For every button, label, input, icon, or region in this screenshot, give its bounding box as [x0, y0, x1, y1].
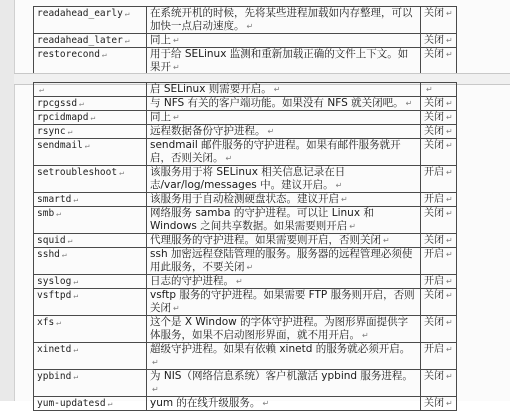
cell-name — [34, 248, 147, 275]
paragraph-mark-icon: ↵ — [119, 168, 124, 177]
cell-status — [421, 234, 457, 248]
paragraph-mark-icon: ↵ — [446, 9, 453, 18]
paragraph-mark-icon: ↵ — [84, 141, 90, 150]
cell-status-text: 关闭 — [424, 317, 444, 328]
services-table-top — [33, 6, 457, 75]
cell-status — [421, 166, 457, 193]
cell-desc — [147, 83, 421, 97]
cell-status-text: 关闭 — [424, 98, 444, 109]
paragraph-mark-icon: ↵ — [73, 277, 79, 286]
paragraph-mark-icon: ↵ — [426, 85, 433, 94]
cell-name — [34, 7, 147, 34]
cell-status-text: 关闭 — [424, 235, 444, 246]
cell-name — [34, 397, 147, 411]
cell-desc-text: 用于给 SELinux 监测和重新加载正确的文件上下文。如果开 — [150, 48, 409, 73]
cell-desc — [147, 397, 421, 411]
cell-desc — [147, 248, 421, 275]
cell-desc-text: vsftp 服务的守护进程。如果需要 FTP 服务则开启，否则关闭 — [150, 289, 415, 314]
cell-name-text: smb — [37, 208, 55, 219]
paragraph-mark-icon: ↵ — [273, 85, 281, 94]
cell-name — [34, 343, 147, 370]
table-body-top — [34, 7, 457, 75]
left-margin — [0, 0, 15, 401]
cell-desc-text: sendmail 邮件服务的守护进程。如果有邮件服务就开启，否则关闭。 — [150, 139, 401, 164]
cell-status — [421, 7, 457, 34]
paragraph-mark-icon: ↵ — [446, 209, 453, 218]
cell-desc — [147, 48, 421, 75]
cell-status-text: 关闭 — [424, 126, 444, 137]
cell-status — [421, 370, 457, 397]
table-row — [34, 207, 457, 234]
cell-name-text: sshd — [37, 249, 60, 260]
paragraph-mark-icon: ↵ — [236, 277, 243, 286]
paragraph-mark-icon: ↵ — [446, 141, 453, 150]
cell-desc-text: 该服务用于自动检测硬盘状态。建议开启 — [150, 193, 339, 205]
cell-status-text: 关闭 — [424, 140, 444, 151]
cell-status-text: 关闭 — [424, 208, 444, 219]
paragraph-mark-icon: ↵ — [225, 154, 233, 163]
cell-desc-text: 启 SELinux 则需要开启。 — [150, 83, 272, 95]
cell-desc — [147, 111, 421, 125]
cell-desc — [147, 316, 421, 343]
paragraph-mark-icon: ↵ — [39, 85, 44, 94]
cell-name-text: smartd — [37, 194, 72, 205]
cell-desc-text: 网络服务 samba 的守护进程。可以让 Linux 和 Windows 之间共享数据。如果需要则开启 — [150, 207, 374, 232]
cell-desc — [147, 207, 421, 234]
paragraph-mark-icon: ↵ — [173, 36, 180, 45]
table-body-bottom — [34, 83, 457, 411]
cell-desc-text: 这个是 X Window 的字体守护进程。为图形界面提供字体服务，如果不启动图形界面，就不用开启。 — [150, 316, 409, 341]
cell-name-text: ypbind — [37, 371, 72, 382]
paragraph-mark-icon: ↵ — [446, 318, 453, 327]
paragraph-mark-icon: ↵ — [101, 50, 107, 59]
paragraph-mark-icon: ↵ — [383, 236, 390, 245]
paragraph-mark-icon: ↵ — [152, 358, 159, 367]
cell-name-text: syslog — [37, 276, 72, 287]
paragraph-mark-icon: ↵ — [341, 195, 348, 204]
paragraph-mark-icon: ↵ — [173, 63, 180, 72]
cell-desc — [147, 166, 421, 193]
paragraph-mark-icon: ↵ — [446, 127, 453, 136]
cell-desc-text: 为 NIS（网络信息系统）客户机激活 ypbind 服务进程。 — [150, 370, 413, 382]
cell-status-text: 开启 — [424, 194, 444, 205]
table-row — [34, 34, 457, 48]
cell-name — [34, 234, 147, 248]
paragraph-mark-icon: ↵ — [446, 372, 453, 381]
table-row — [34, 193, 457, 207]
cell-name-text: readahead_early — [37, 8, 123, 19]
cell-status-text: 开启 — [424, 344, 444, 355]
cell-name — [34, 111, 147, 125]
table-row — [34, 7, 457, 34]
cell-name — [34, 97, 147, 111]
cell-desc — [147, 7, 421, 34]
paragraph-mark-icon: ↵ — [262, 399, 270, 408]
cell-status-text: 开启 — [424, 167, 444, 178]
cell-status-text: 关闭 — [424, 371, 444, 382]
cell-status — [421, 34, 457, 48]
cell-status — [421, 207, 457, 234]
paragraph-mark-icon: ↵ — [335, 181, 343, 190]
cell-name-text: restorecond — [37, 49, 100, 60]
cell-name-text: rpcidmapd — [37, 112, 89, 123]
cell-desc-text: 同上 — [150, 34, 171, 46]
table-row — [34, 275, 457, 289]
cell-name-text: squid — [37, 235, 66, 246]
cell-status — [421, 48, 457, 75]
paragraph-mark-icon: ↵ — [73, 291, 79, 300]
cell-name — [34, 316, 147, 343]
cell-name — [34, 139, 147, 166]
cell-desc — [147, 275, 421, 289]
table-row — [34, 125, 457, 139]
cell-desc — [147, 34, 421, 48]
paragraph-mark-icon: ↵ — [446, 345, 453, 354]
cell-status — [421, 248, 457, 275]
paragraph-mark-icon: ↵ — [446, 236, 453, 245]
cell-name — [34, 48, 147, 75]
paragraph-mark-icon: ↵ — [173, 304, 180, 313]
cell-name-text: xfs — [37, 317, 55, 328]
table-row — [34, 289, 457, 316]
cell-status-text: 开启 — [424, 276, 444, 287]
paragraph-mark-icon: ↵ — [124, 36, 130, 45]
paragraph-mark-icon: ↵ — [73, 195, 79, 204]
cell-name — [34, 125, 147, 139]
cell-desc-text: 日志的守护进程。 — [150, 275, 234, 287]
cell-name-text: sendmail — [37, 140, 83, 151]
paragraph-mark-icon: ↵ — [405, 99, 413, 108]
cell-status-text: 关闭 — [424, 8, 444, 19]
paragraph-mark-icon: ↵ — [73, 345, 79, 354]
cell-desc-text: 在系统开机的时候，先将某些进程加载如内存整理，可以加快一点启动速度。 — [150, 7, 413, 32]
paragraph-mark-icon: ↵ — [73, 372, 79, 381]
cell-desc-text: 超级守护进程。如果有依赖 xinetd 的服务就必须开启。 — [150, 343, 411, 355]
table-row — [34, 48, 457, 75]
cell-status-text: 关闭 — [424, 35, 444, 46]
paragraph-mark-icon: ↵ — [90, 113, 96, 122]
cell-desc — [147, 289, 421, 316]
table-row — [34, 139, 457, 166]
cell-desc — [147, 125, 421, 139]
cell-desc-text: 与 NFS 有关的客户端功能。如果没有 NFS 就关闭吧。 — [150, 97, 404, 109]
paragraph-mark-icon: ↵ — [362, 331, 369, 340]
cell-name — [34, 166, 147, 193]
cell-desc-text: yum 的在线升级服务。 — [150, 397, 261, 409]
paragraph-mark-icon: ↵ — [107, 399, 113, 408]
cell-status — [421, 111, 457, 125]
paragraph-mark-icon: ↵ — [246, 263, 254, 272]
paragraph-mark-icon: ↵ — [56, 209, 61, 218]
cell-status — [421, 289, 457, 316]
cell-status — [421, 139, 457, 166]
paragraph-mark-icon: ↵ — [446, 195, 453, 204]
paragraph-mark-icon: ↵ — [173, 113, 180, 122]
cell-status-text: 关闭 — [424, 112, 444, 123]
cell-name-text: yum-updatesd — [37, 398, 106, 409]
cell-desc-text: 远程数据备份守护进程。 — [150, 125, 266, 137]
cell-status — [421, 125, 457, 139]
paragraph-mark-icon: ↵ — [446, 399, 453, 408]
cell-status-text: 关闭 — [424, 290, 444, 301]
paragraph-mark-icon: ↵ — [446, 291, 453, 300]
paragraph-mark-icon: ↵ — [446, 50, 453, 59]
cell-desc — [147, 370, 421, 397]
services-table-bottom — [33, 82, 457, 411]
cell-status — [421, 193, 457, 207]
paragraph-mark-icon: ↵ — [446, 277, 453, 286]
cell-desc — [147, 343, 421, 370]
table-row — [34, 343, 457, 370]
paragraph-mark-icon: ↵ — [446, 113, 453, 122]
cell-desc-text: ssh 加密远程登陆管理的服务。服务器的远程管理必须使用此服务，不要关闭 — [150, 248, 413, 273]
cell-desc — [147, 97, 421, 111]
cell-name-text: readahead_later — [37, 35, 123, 46]
cell-name-text: rpcgssd — [37, 98, 78, 109]
table-row — [34, 370, 457, 397]
paragraph-mark-icon: ↵ — [446, 168, 453, 177]
paragraph-mark-icon: ↵ — [56, 318, 61, 327]
paragraph-mark-icon: ↵ — [246, 22, 254, 31]
cell-name — [34, 207, 147, 234]
cell-desc — [147, 234, 421, 248]
cell-name-text: vsftpd — [37, 290, 72, 301]
paragraph-mark-icon: ↵ — [446, 250, 453, 259]
cell-name-text: xinetd — [37, 344, 72, 355]
cell-desc-text: 该服务用于将 SELinux 相关信息记录在日志/var/log/messages 中。建议开启。 — [150, 166, 346, 191]
paragraph-mark-icon: ↵ — [124, 9, 130, 18]
cell-desc — [147, 139, 421, 166]
cell-name — [34, 193, 147, 207]
cell-status — [421, 343, 457, 370]
table-row — [34, 248, 457, 275]
cell-status — [421, 83, 457, 97]
cell-status — [421, 275, 457, 289]
table-row — [34, 111, 457, 125]
cell-status — [421, 397, 457, 411]
cell-desc — [147, 193, 421, 207]
paragraph-mark-icon: ↵ — [446, 36, 453, 45]
paragraph-mark-icon: ↵ — [67, 236, 73, 245]
cell-name-text: rsync — [37, 126, 66, 137]
table-row — [34, 166, 457, 193]
cell-status-text: 开启 — [424, 249, 444, 260]
paragraph-mark-icon: ↵ — [152, 385, 159, 394]
table-row — [34, 234, 457, 248]
paragraph-mark-icon: ↵ — [79, 99, 84, 108]
cell-status-text: 关闭 — [424, 398, 444, 409]
table-row — [34, 316, 457, 343]
paragraph-mark-icon: ↵ — [267, 127, 275, 136]
paragraph-mark-icon: ↵ — [446, 99, 453, 108]
paragraph-mark-icon: ↵ — [349, 222, 356, 231]
paragraph-mark-icon: ↵ — [67, 127, 73, 136]
cell-status — [421, 316, 457, 343]
table-row — [34, 97, 457, 111]
table-row — [34, 397, 457, 411]
cell-name — [34, 289, 147, 316]
cell-status-text: 关闭 — [424, 49, 444, 60]
cell-name — [34, 370, 147, 397]
cell-name — [34, 34, 147, 48]
cell-desc-text: 代理服务的守护进程。如果需要则开启，否则关闭 — [150, 234, 381, 246]
table-row — [34, 83, 457, 97]
cell-name — [34, 275, 147, 289]
cell-name-text: setroubleshoot — [37, 167, 118, 178]
cell-name — [34, 83, 147, 97]
paragraph-mark-icon: ↵ — [61, 250, 67, 259]
cell-status — [421, 97, 457, 111]
cell-desc-text: 同上 — [150, 111, 171, 123]
